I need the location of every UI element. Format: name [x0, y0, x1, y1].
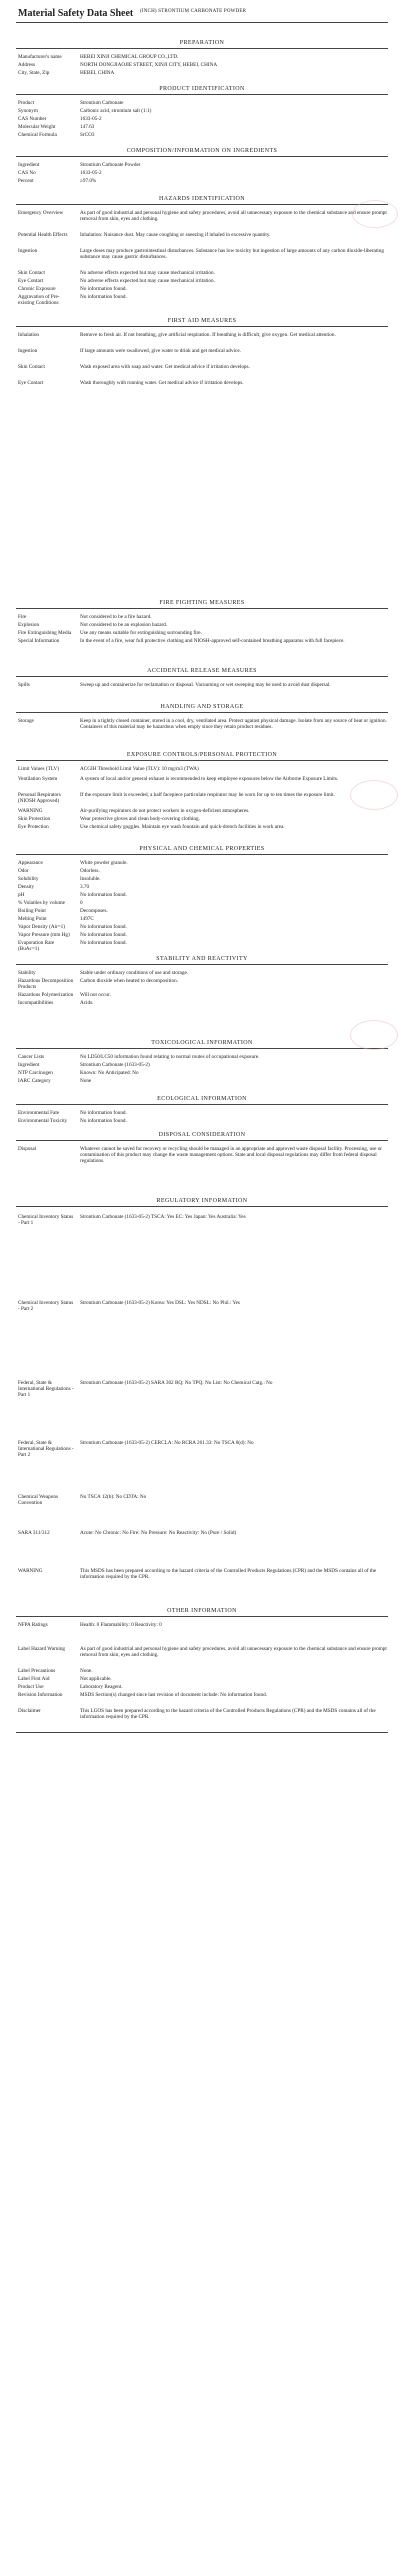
field-label: Disposal	[18, 1146, 37, 1152]
field-value: No information found.	[80, 932, 127, 938]
first-aid-row	[18, 348, 388, 360]
field-value: No information found.	[80, 940, 127, 946]
handling-row	[18, 718, 388, 742]
field-value: Wash exposed area with soap and water. Get medical advice if irritation develops.	[80, 364, 250, 370]
field-value: Not considered to be a fire hazard.	[80, 614, 152, 620]
divider	[16, 204, 388, 205]
stamp-watermark	[350, 1020, 398, 1050]
field-value: White powder granule.	[80, 860, 128, 866]
field-label: Fire Extinguishing Media	[18, 630, 72, 636]
field-label: Synonym	[18, 108, 38, 114]
field-label: Hazardous Decomposition Products	[18, 978, 74, 990]
field-label: Spills	[18, 682, 30, 688]
field-value: Stable under ordinary conditions of use and storage.	[80, 970, 189, 976]
field-value: Remove to fresh air. If not breathing, give artificial respiration. If breathing is difficult, give oxygen. Get medical attention.	[80, 332, 336, 338]
divider	[16, 1616, 388, 1617]
section-heading-first-aid: FIRST AID MEASURES	[167, 318, 237, 324]
field-value: Use any means suitable for extinguishing surrounding fire.	[80, 630, 202, 636]
field-label: Label Hazard Warning	[18, 1646, 66, 1652]
divider	[16, 608, 388, 609]
field-value: Carbonic acid, strontium salt (1:1)	[80, 108, 152, 114]
section-heading-stability: STABILITY AND REACTIVITY	[156, 956, 248, 962]
field-value: In the event of a fire, wear full protective clothing and NIOSH-approved self-contained breathing apparatus with full facepiece.	[80, 638, 345, 644]
hazards-row	[18, 294, 388, 306]
field-label: Evaporation Rate (BuAc=1)	[18, 940, 55, 952]
hazards-row	[18, 248, 388, 266]
section-heading-hazards: HAZARDS IDENTIFICATION	[159, 196, 245, 202]
field-value: 1633-05-2	[80, 170, 102, 176]
field-label: CAS Number	[18, 116, 47, 122]
field-value: Carbon dioxide when heated to decomposition.	[80, 978, 178, 984]
field-label: pH	[18, 892, 25, 898]
hazards-row	[18, 232, 388, 244]
field-label: Storage	[18, 718, 34, 724]
other-row	[18, 1622, 388, 1642]
field-value: NORTH DONGJIAOJIE STREET, XINJI CITY, HEBEI, CHINA	[80, 62, 218, 68]
field-label: City, State, Zip	[18, 70, 50, 76]
field-label: Emergency Overview	[18, 210, 64, 216]
field-value: Air-purifying respirators do not protect workers in oxygen-deficient atmospheres.	[80, 808, 250, 814]
field-value: SrCO3	[80, 132, 95, 138]
field-label: Label Precautions	[18, 1668, 56, 1674]
section-heading-physical: PHYSICAL AND CHEMICAL PROPERTIES	[139, 846, 265, 852]
other-row	[18, 1708, 388, 1726]
field-value: If the exposure limit is exceeded, a half facepiece particulate respirator may be worn for up to ten times the exposure limit.	[80, 792, 335, 798]
section-heading-ecological: ECOLOGICAL INFORMATION	[157, 1096, 247, 1102]
field-label: Environmental Fate	[18, 1110, 60, 1116]
field-value: Inhalation: Nuisance dust. May cause coughing or sneezing if inhaled in excessive quantity.	[80, 232, 271, 238]
divider	[16, 326, 388, 327]
field-label: Chemical Formula	[18, 132, 57, 138]
divider	[16, 1048, 388, 1049]
stamp-watermark	[352, 200, 398, 228]
field-value: Acute: No Chronic: No Fire: No Pressure: No Reactivity: No (Pure / Solid)	[80, 1530, 237, 1536]
field-label: Skin Contact	[18, 364, 45, 370]
field-label: Personal Respirators (NIOSH Approved)	[18, 792, 61, 804]
field-value: No TSCA 12(b): No CDTA: No	[80, 1494, 147, 1500]
field-value: 1633-05-2	[80, 116, 102, 122]
field-value: Decomposes.	[80, 908, 108, 914]
field-value: 1497C	[80, 916, 94, 922]
field-label: WARNING	[18, 808, 43, 814]
divider	[16, 712, 388, 713]
regulatory-row	[18, 1494, 388, 1518]
field-value: HEBEI XINJI CHEMICAL GROUP CO.,LTD.	[80, 54, 179, 60]
section-heading-disposal: DISPOSAL CONSIDERATION	[158, 1132, 246, 1138]
field-value: No information found.	[80, 1118, 127, 1124]
regulatory-row	[18, 1300, 388, 1330]
field-label: Ingestion	[18, 248, 38, 254]
first-aid-row	[18, 332, 388, 344]
field-value: No information found.	[80, 1110, 127, 1116]
regulatory-row	[18, 1380, 388, 1410]
field-value: Strontium Carbonate (1633-05-2) SARA 302 RQ: No TPQ: No List: No Chemical Catg.: No	[80, 1380, 273, 1386]
divider	[16, 48, 388, 49]
section-heading-toxicological: TOXICOLOGICAL INFORMATION	[151, 1040, 253, 1046]
field-label: Ingredient	[18, 162, 40, 168]
field-label: Explosion	[18, 622, 40, 628]
field-value: Not considered to be an explosion hazard.	[80, 622, 168, 628]
field-label: Federal, State & International Regulations - Part 1	[18, 1380, 74, 1398]
field-value: Laboratory Reagent.	[80, 1684, 123, 1690]
field-label: Product	[18, 100, 35, 106]
document-right-title: (INCH) STRONTIUM CARBONATE POWDER	[140, 9, 247, 14]
field-label: Product Use	[18, 1684, 44, 1690]
field-label: Boiling Point	[18, 908, 46, 914]
field-label: Label First Aid	[18, 1676, 50, 1682]
field-value: Will not occur.	[80, 992, 111, 998]
field-value: If large amounts were swallowed, give water to drink and get medical advice.	[80, 348, 241, 354]
field-value: Acids.	[80, 1000, 94, 1006]
field-label: Chemical Inventory Status - Part 2	[18, 1300, 74, 1312]
field-value: No LD50/LC50 information found relating to normal routes of occupational exposure.	[80, 1054, 260, 1060]
divider	[16, 964, 388, 965]
field-value: Strontium Carbonate (1633-05-2) Korea: Yes DSL: Yes NDSL: No Phil.: Yes	[80, 1300, 240, 1306]
field-label: Chemical Weapons Convention	[18, 1494, 58, 1506]
field-label: Density	[18, 884, 35, 890]
field-value: No adverse effects expected but may cause mechanical irritation.	[80, 278, 215, 284]
divider	[16, 22, 388, 23]
field-label: NFPA Ratings	[18, 1622, 48, 1628]
field-label: Environmental Toxicity	[18, 1118, 68, 1124]
accidental-row	[18, 682, 388, 694]
field-value: ACGIH Threshold Limit Value (TLV): 10 mg/m3 (TWA)	[80, 766, 199, 772]
field-value: Wear protective gloves and clean body-covering clothing.	[80, 816, 200, 822]
field-value: Wash thoroughly with running water. Get medical advice if irritation develops.	[80, 380, 244, 386]
field-label: Ingredient	[18, 1062, 40, 1068]
field-value: A system of local and/or general exhaust is recommended to keep employee exposures below the Airborne Exposure Limits.	[80, 776, 339, 782]
field-label: Address	[18, 62, 36, 68]
field-value: Health: 0 Flammability: 0 Reactivity: 0	[80, 1622, 162, 1628]
field-label: Potential Health Effects	[18, 232, 68, 238]
field-label: Eye Protection	[18, 824, 49, 830]
exposure-row	[18, 776, 388, 788]
field-label: NTP Carcinogen	[18, 1070, 53, 1076]
regulatory-row	[18, 1530, 388, 1554]
field-value: Strontium Carbonate	[80, 100, 124, 106]
field-label: Odor	[18, 868, 29, 874]
field-value: ≥97.0%	[80, 178, 97, 184]
exposure-row	[18, 792, 388, 804]
regulatory-row	[18, 1214, 388, 1244]
divider	[16, 156, 388, 157]
field-label: Chronic Exposure	[18, 286, 56, 292]
field-label: Federal, State & International Regulations - Part 2	[18, 1440, 74, 1458]
field-label: Chemical Inventory Status - Part 1	[18, 1214, 74, 1226]
field-label: WARNING	[18, 1568, 43, 1574]
field-label: Solubility	[18, 876, 39, 882]
field-label: Molecular Weight	[18, 124, 56, 130]
field-value: None.	[80, 1668, 93, 1674]
stamp-watermark	[350, 780, 398, 810]
section-heading-regulatory: REGULATORY INFORMATION	[156, 1198, 248, 1204]
field-label: Special Information	[18, 638, 60, 644]
field-value: 147.63	[80, 124, 95, 130]
hazards-row	[18, 210, 388, 228]
field-value: No adverse effects expected but may cause mechanical irritation.	[80, 270, 215, 276]
field-label: Incompatibilities	[18, 1000, 54, 1006]
field-value: Odorless.	[80, 868, 100, 874]
divider	[16, 854, 388, 855]
field-value: Keep in a tightly closed container, stored in a cool, dry, ventilated area. Protect against physical damage. Isolate from any source of heat or ignition. Containers of this material may be hazardous when empty since they retain product residues.	[80, 718, 387, 730]
stability-row	[18, 978, 388, 990]
field-label: Eye Contact	[18, 380, 44, 386]
field-value: Strontium Carbonate Powder	[80, 162, 141, 168]
field-label: Limit Values (TLV)	[18, 766, 59, 772]
field-value: No information found.	[80, 294, 127, 300]
disposal-row	[18, 1146, 388, 1170]
field-label: Disclaimer	[18, 1708, 41, 1714]
field-value: Whatever cannot be saved for recovery or recycling should be managed in an appropriate and approved waste disposal facility. Processing, use or contamination of this product may change the waste management options. State and local disposal regulations may differ from federal disposal regulations.	[80, 1146, 383, 1164]
divider	[16, 760, 388, 761]
field-value: As part of good industrial and personal hygiene and safety procedures, avoid all unnecessary exposure to the chemical substance and ensure prompt removal from skin, eyes and clothing.	[80, 1646, 387, 1658]
field-label: Fire	[18, 614, 27, 620]
field-label: Appearance	[18, 860, 43, 866]
field-label: Revision Information	[18, 1692, 63, 1698]
field-label: CAS No	[18, 170, 36, 176]
section-heading-composition: COMPOSITION/INFORMATION ON INGREDIENTS	[126, 148, 278, 154]
field-value: 0	[80, 900, 83, 906]
divider	[16, 1732, 388, 1733]
field-label: Stability	[18, 970, 36, 976]
field-label: Eye Contact	[18, 278, 44, 284]
section-heading-exposure: EXPOSURE CONTROLS/PERSONAL PROTECTION	[126, 752, 278, 758]
field-value: Strontium Carbonate (1633-05-2) CERCLA: No RCRA 261.33: No TSCA 8(d): No	[80, 1440, 254, 1446]
regulatory-row	[18, 1568, 388, 1592]
field-value: Known: No Anticipated: No	[80, 1070, 139, 1076]
divider	[16, 1104, 388, 1105]
other-row	[18, 1692, 388, 1704]
field-label: SARA 311/312	[18, 1530, 50, 1536]
field-value: Use chemical safety goggles. Maintain eye wash fountain and quick-drench facilities in work area.	[80, 824, 285, 830]
section-heading-fire-fighting: FIRE FIGHTING MEASURES	[159, 600, 245, 606]
field-value: Insoluble.	[80, 876, 101, 882]
field-value: None	[80, 1078, 92, 1084]
section-heading-product-identification: PRODUCT IDENTIFICATION	[159, 86, 245, 92]
divider	[16, 1140, 388, 1141]
field-label: Vapor Density (Air=1)	[18, 924, 66, 930]
field-value: This LGOS has been prepared according to the hazard criteria of the Controlled Products Regulations (CPR) and the MSDS contains all of the information required by the CPR.	[80, 1708, 376, 1720]
field-label: Vapor Pressure (mm Hg)	[18, 932, 70, 938]
field-label: Skin Contact	[18, 270, 45, 276]
section-heading-other: OTHER INFORMATION	[167, 1608, 237, 1614]
field-label: IARC Category	[18, 1078, 51, 1084]
field-label: Melting Point	[18, 916, 47, 922]
first-aid-row	[18, 364, 388, 376]
field-value: As part of good industrial and personal hygiene and safety procedures, avoid all unnecessary exposure to the chemical substance and ensure prompt removal from skin, eyes and clothing.	[80, 210, 387, 222]
field-value: No information found.	[80, 286, 127, 292]
field-label: Ingestion	[18, 348, 38, 354]
field-label: Inhalation	[18, 332, 40, 338]
regulatory-row	[18, 1440, 388, 1470]
section-heading-handling: HANDLING AND STORAGE	[160, 704, 244, 710]
field-value: Not applicable.	[80, 1676, 112, 1682]
field-value: This MSDS has been prepared according to the hazard criteria of the Controlled Products Regulations (CPR) and the MSDS contains all of the information required by the CPR.	[80, 1568, 377, 1580]
field-label: Aggravation of Pre-existing Conditions	[18, 294, 60, 306]
field-label: Percent	[18, 178, 34, 184]
field-value: 3.70	[80, 884, 90, 890]
field-value: No information found.	[80, 924, 127, 930]
field-value: Strontium Carbonate (1633-05-2) TSCA: Yes EC: Yes Japan: Yes Australia: Yes	[80, 1214, 246, 1220]
section-heading-accidental-release: ACCIDENTAL RELEASE MEASURES	[147, 668, 257, 674]
field-label: Hazardous Polymerization	[18, 992, 74, 998]
divider	[16, 94, 388, 95]
document-title: Material Safety Data Sheet	[18, 8, 134, 19]
fire-row	[18, 638, 388, 650]
exposure-row	[18, 824, 388, 836]
other-row	[18, 1646, 388, 1664]
field-label: % Volatiles by volume	[18, 900, 65, 906]
section-heading-preparation: PREPARATION	[179, 40, 225, 46]
field-value: Large doses may produce gastrointestinal disturbances. Substance has low toxicity but ingestion of large amounts of any carbon dioxide-liberating substance may cause gastric disturbances.	[80, 248, 384, 260]
field-label: Skin Protection	[18, 816, 51, 822]
field-label: Cancer Lists	[18, 1054, 45, 1060]
field-label: Ventilation System	[18, 776, 58, 782]
field-value: No information found.	[80, 892, 127, 898]
divider	[16, 1206, 388, 1207]
field-value: MSDS Section(s) changed since last revision of document include: No information found.	[80, 1692, 268, 1698]
field-value: Sweep up and containerize for reclamation or disposal. Vacuuming or wet sweeping may be used to avoid dust dispersal.	[80, 682, 331, 688]
field-value: HEBEI, CHINA	[80, 70, 115, 76]
field-value: Strontium Carbonate (1633-05-2)	[80, 1062, 150, 1068]
first-aid-row	[18, 380, 388, 392]
divider	[16, 676, 388, 677]
field-label: Manufacturer's name	[18, 54, 62, 60]
